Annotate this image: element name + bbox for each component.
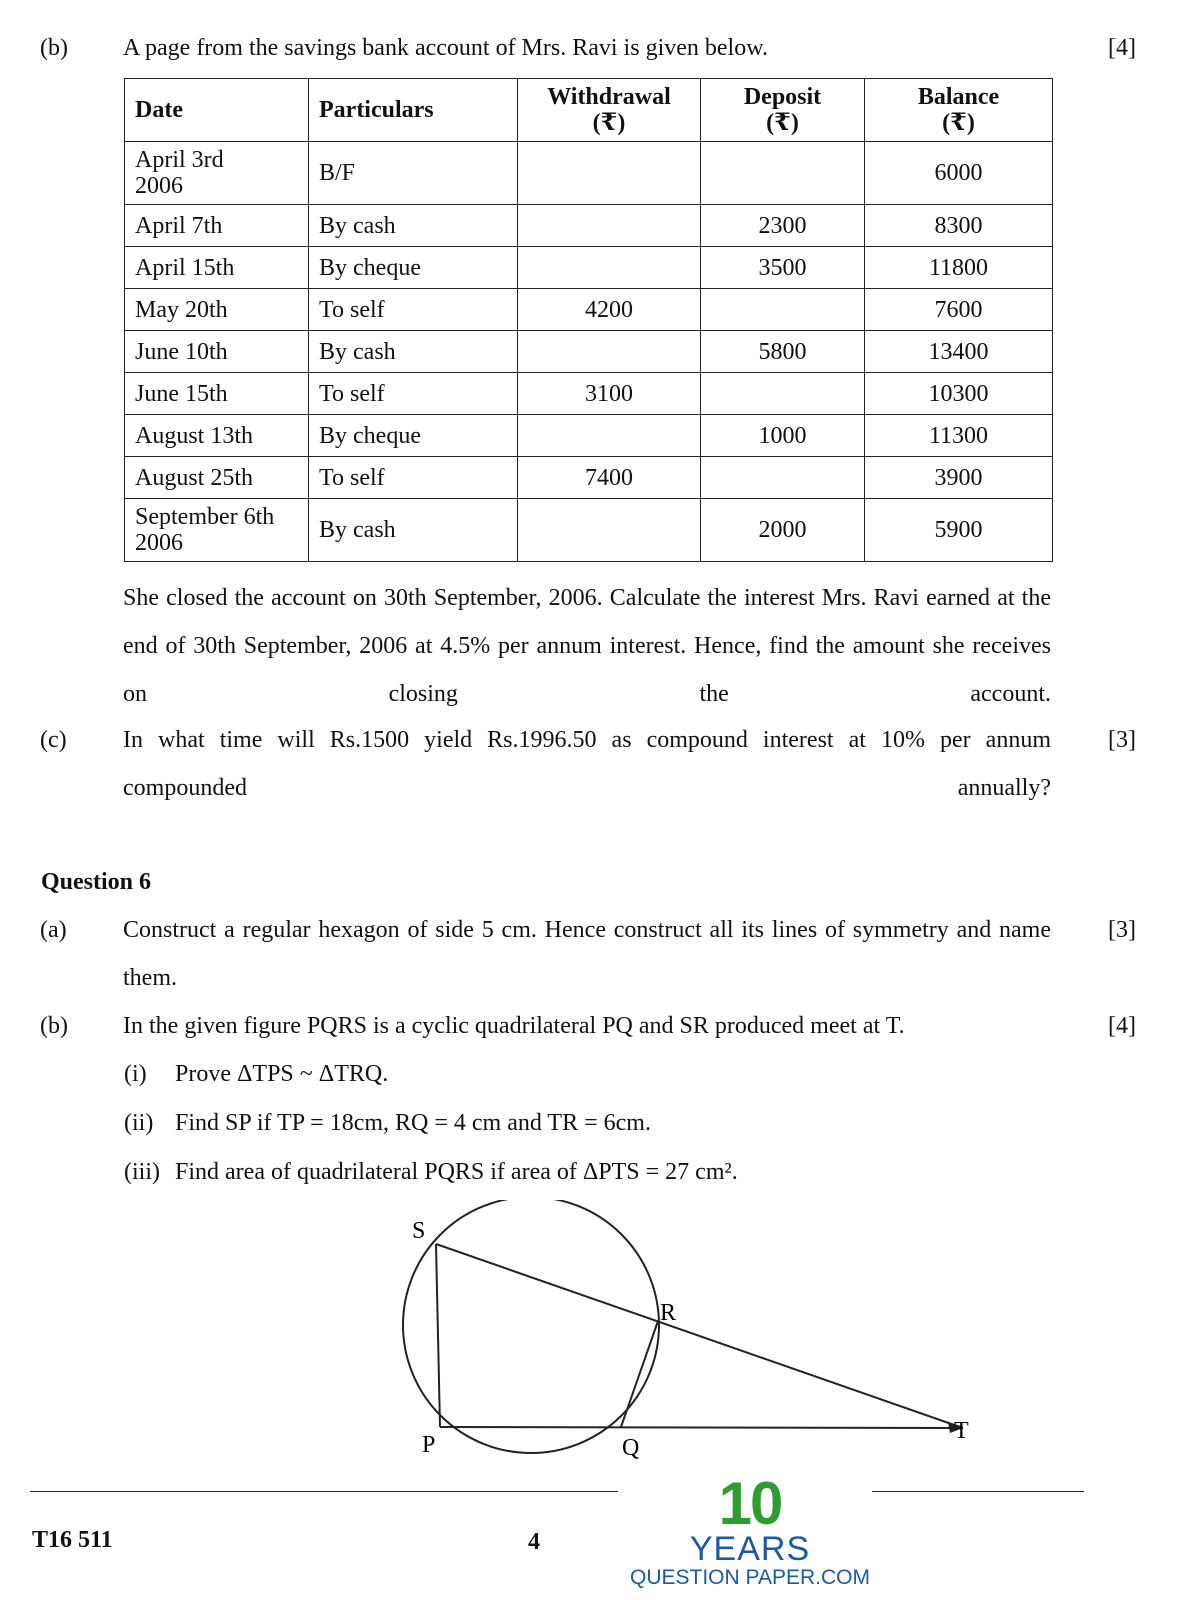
- footer-rule-right: [872, 1491, 1084, 1492]
- table-row: [125, 289, 1053, 331]
- date-line-1: April 3rd: [135, 147, 224, 173]
- subpart-ii-text: Find SP if TP = 18cm, RQ = 4 cm and TR = 6cm.: [175, 1110, 651, 1136]
- logo-number: 10: [718, 1470, 782, 1537]
- table-row: [125, 205, 1053, 247]
- cell-balance: 13400: [865, 331, 1053, 373]
- label-p: P: [422, 1432, 436, 1458]
- table-row: [125, 457, 1053, 499]
- header-deposit-label: Deposit: [743, 84, 822, 110]
- date-line-1: September 6th: [135, 504, 275, 530]
- subpart-i-num: (i): [124, 1061, 147, 1087]
- cyclic-quadrilateral-figure: [380, 1200, 1000, 1480]
- table-row: [125, 373, 1053, 415]
- cell-deposit: [701, 142, 865, 205]
- cell-particulars: To self: [309, 457, 518, 499]
- cell-withdrawal: [518, 415, 701, 457]
- cell-withdrawal: [518, 331, 701, 373]
- cell-date: [125, 142, 309, 205]
- cell-balance: 6000: [865, 142, 1053, 205]
- cell-deposit: 2300: [701, 205, 865, 247]
- line-pqt: [440, 1427, 963, 1428]
- q6-part-b-marks: [4]: [1108, 1013, 1136, 1039]
- cell-deposit: [701, 289, 865, 331]
- part-b-intro: A page from the savings bank account of Mrs. Ravi is given below.: [123, 35, 768, 61]
- cell-withdrawal: [518, 499, 701, 562]
- cell-date: [125, 499, 309, 562]
- cell-balance: 10300: [865, 373, 1053, 415]
- logo-years: YEARS: [689, 1530, 811, 1568]
- cell-deposit: 2000: [701, 499, 865, 562]
- cell-withdrawal: 3100: [518, 373, 701, 415]
- part-b-question: She closed the account on 30th September, 2006. Calculate the interest Mrs. Ravi earned at the end of 30th September, 2006 at 4.5% per annum interest. Hence, find the amount she receives on closing the account.: [123, 585, 1051, 707]
- label-s: S: [412, 1218, 426, 1244]
- header-deposit: [701, 79, 865, 142]
- cell-date: June 10th: [125, 331, 309, 373]
- q6-part-b-text: In the given figure PQRS is a cyclic quadrilateral PQ and SR produced meet at T.: [123, 1013, 905, 1039]
- label-t: T: [954, 1418, 969, 1444]
- cell-withdrawal: 4200: [518, 289, 701, 331]
- cell-balance: 5900: [865, 499, 1053, 562]
- cell-deposit: [701, 373, 865, 415]
- part-b-marks: [4]: [1108, 35, 1136, 61]
- cell-deposit: 1000: [701, 415, 865, 457]
- cell-withdrawal: [518, 142, 701, 205]
- header-withdrawal: [518, 79, 701, 142]
- cell-date: April 15th: [125, 247, 309, 289]
- cell-balance: 11800: [865, 247, 1053, 289]
- q6-part-a-marks: [3]: [1108, 917, 1136, 943]
- table-header-row: [125, 79, 1053, 142]
- header-date: Date: [125, 79, 309, 142]
- part-c-label: (c): [40, 727, 67, 753]
- header-withdrawal-currency: (₹): [592, 110, 626, 136]
- table-row: [125, 247, 1053, 289]
- header-balance-currency: (₹): [942, 110, 975, 136]
- date-line-2: 2006: [135, 173, 183, 199]
- question-6-heading: Question 6: [41, 869, 152, 895]
- q6-part-b-label: (b): [40, 1013, 68, 1039]
- header-particulars: Particulars: [309, 79, 518, 142]
- subpart-i-text: Prove ΔTPS ~ ΔTRQ.: [175, 1061, 389, 1087]
- cell-particulars: By cash: [309, 499, 518, 562]
- label-q: Q: [622, 1435, 640, 1461]
- cell-balance: 11300: [865, 415, 1053, 457]
- circle: [403, 1200, 659, 1453]
- cell-deposit: 3500: [701, 247, 865, 289]
- cell-withdrawal: [518, 205, 701, 247]
- footer-rule-left: [30, 1491, 618, 1492]
- cell-particulars: By cheque: [309, 247, 518, 289]
- table-row: [125, 142, 1053, 205]
- side-rq: [621, 1321, 658, 1427]
- logo-site: QUESTION PAPER.COM: [630, 1566, 870, 1589]
- site-logo: [620, 1470, 880, 1590]
- subpart-iii-num: (iii): [124, 1159, 160, 1185]
- q6-part-a-text: Construct a regular hexagon of side 5 cm. Hence construct all its lines of symmetry and name them.: [123, 917, 1051, 991]
- part-c-marks: [3]: [1108, 727, 1136, 753]
- label-r: R: [660, 1300, 677, 1326]
- cell-particulars: By cheque: [309, 415, 518, 457]
- cell-particulars: B/F: [309, 142, 518, 205]
- header-balance: [865, 79, 1053, 142]
- cell-date: May 20th: [125, 289, 309, 331]
- page-number: 4: [528, 1529, 540, 1555]
- subpart-iii-text: Find area of quadrilateral PQRS if area of ΔPTS = 27 cm².: [175, 1159, 738, 1185]
- cell-balance: 7600: [865, 289, 1053, 331]
- header-withdrawal-label: Withdrawal: [547, 84, 671, 110]
- cell-particulars: To self: [309, 373, 518, 415]
- savings-account-table: [124, 78, 1053, 562]
- cell-particulars: To self: [309, 289, 518, 331]
- header-balance-label: Balance: [917, 84, 1000, 110]
- table-row: [125, 415, 1053, 457]
- cell-withdrawal: [518, 247, 701, 289]
- paper-code: T16 511: [32, 1527, 113, 1553]
- table-row: [125, 499, 1053, 562]
- line-srt: [436, 1244, 963, 1428]
- date-line-2: 2006: [135, 530, 183, 556]
- table-row: [125, 331, 1053, 373]
- cell-deposit: 5800: [701, 331, 865, 373]
- cell-date: August 13th: [125, 415, 309, 457]
- cell-date: August 25th: [125, 457, 309, 499]
- side-sp: [436, 1244, 440, 1427]
- part-b-label: (b): [40, 35, 68, 61]
- cell-withdrawal: 7400: [518, 457, 701, 499]
- cell-balance: 3900: [865, 457, 1053, 499]
- cell-particulars: By cash: [309, 331, 518, 373]
- header-deposit-currency: (₹): [766, 110, 799, 136]
- cell-date: April 7th: [125, 205, 309, 247]
- part-c-text: In what time will Rs.1500 yield Rs.1996.50 as compound interest at 10% per annum compounded annually?: [123, 727, 1051, 801]
- q6-part-a-label: (a): [40, 917, 67, 943]
- subpart-ii-num: (ii): [124, 1110, 154, 1136]
- cell-particulars: By cash: [309, 205, 518, 247]
- cell-deposit: [701, 457, 865, 499]
- cell-balance: 8300: [865, 205, 1053, 247]
- cell-date: June 15th: [125, 373, 309, 415]
